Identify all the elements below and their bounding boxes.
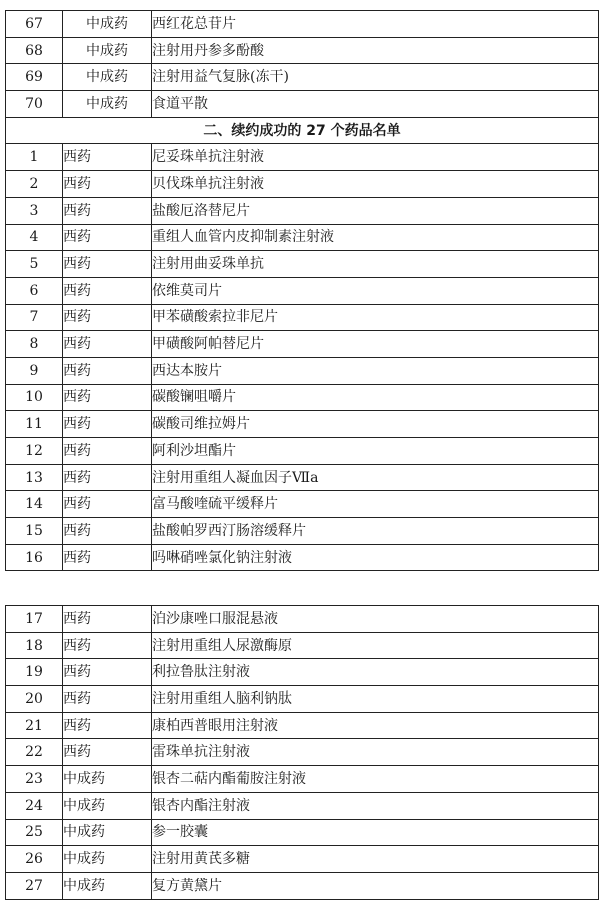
drug-name: 西达本胺片	[152, 357, 599, 384]
drug-name: 利拉鲁肽注射液	[152, 659, 599, 686]
table-row	[6, 438, 599, 465]
drug-category: 中成药	[63, 91, 152, 118]
drug-name: 吗啉硝唑氯化钠注射液	[152, 544, 599, 571]
section-header: 二、续约成功的 27 个药品名单	[6, 117, 599, 144]
row-number: 9	[6, 357, 63, 384]
drug-table-part-1-body	[6, 11, 599, 571]
row-number: 15	[6, 518, 63, 545]
table-row	[6, 819, 599, 846]
drug-name: 注射用重组人凝血因子Ⅶa	[152, 464, 599, 491]
row-number: 4	[6, 224, 63, 251]
drug-category: 西药	[63, 739, 152, 766]
drug-category: 西药	[63, 171, 152, 198]
table-row	[6, 712, 599, 739]
row-number: 26	[6, 846, 63, 873]
drug-category: 西药	[63, 518, 152, 545]
row-number: 12	[6, 438, 63, 465]
drug-category: 西药	[63, 712, 152, 739]
table-row	[6, 304, 599, 331]
drug-name: 阿利沙坦酯片	[152, 438, 599, 465]
row-number: 67	[6, 11, 63, 38]
table-row	[6, 872, 599, 899]
drug-name: 盐酸厄洛替尼片	[152, 197, 599, 224]
drug-category: 中成药	[63, 37, 152, 64]
drug-category: 中成药	[63, 11, 152, 38]
row-number: 22	[6, 739, 63, 766]
drug-name: 泊沙康唑口服混悬液	[152, 606, 599, 633]
drug-name: 重组人血管内皮抑制素注射液	[152, 224, 599, 251]
row-number: 1	[6, 144, 63, 171]
drug-category: 西药	[63, 331, 152, 358]
table-row	[6, 37, 599, 64]
row-number: 25	[6, 819, 63, 846]
drug-name: 银杏二萜内酯葡胺注射液	[152, 766, 599, 793]
row-number: 10	[6, 384, 63, 411]
drug-table-part-2	[5, 605, 599, 900]
drug-category: 西药	[63, 606, 152, 633]
drug-category: 西药	[63, 224, 152, 251]
drug-name: 注射用曲妥珠单抗	[152, 251, 599, 278]
row-number: 5	[6, 251, 63, 278]
drug-name: 依维莫司片	[152, 277, 599, 304]
drug-category: 中成药	[63, 64, 152, 91]
table-row	[6, 64, 599, 91]
drug-category: 西药	[63, 251, 152, 278]
drug-category: 中成药	[63, 819, 152, 846]
row-number: 20	[6, 686, 63, 713]
drug-category: 中成药	[63, 766, 152, 793]
row-number: 6	[6, 277, 63, 304]
table-row	[6, 739, 599, 766]
table-row	[6, 171, 599, 198]
drug-name: 复方黄黛片	[152, 872, 599, 899]
drug-category: 西药	[63, 491, 152, 518]
table-row	[6, 357, 599, 384]
table-row	[6, 544, 599, 571]
drug-table-part-1	[5, 10, 599, 571]
drug-name: 注射用丹参多酚酸	[152, 37, 599, 64]
drug-name: 贝伐珠单抗注射液	[152, 171, 599, 198]
drug-category: 西药	[63, 304, 152, 331]
drug-table-part-2-body	[6, 606, 599, 900]
drug-category: 西药	[63, 686, 152, 713]
section-header-row	[6, 117, 599, 144]
drug-name: 食道平散	[152, 91, 599, 118]
row-number: 23	[6, 766, 63, 793]
table-row	[6, 766, 599, 793]
drug-name: 富马酸喹硫平缓释片	[152, 491, 599, 518]
drug-category: 西药	[63, 632, 152, 659]
row-number: 11	[6, 411, 63, 438]
drug-name: 参一胶囊	[152, 819, 599, 846]
row-number: 2	[6, 171, 63, 198]
table-row	[6, 277, 599, 304]
drug-category: 西药	[63, 464, 152, 491]
drug-name: 银杏内酯注射液	[152, 792, 599, 819]
drug-name: 注射用重组人脑利钠肽	[152, 686, 599, 713]
row-number: 69	[6, 64, 63, 91]
table-row	[6, 384, 599, 411]
table-row	[6, 197, 599, 224]
row-number: 68	[6, 37, 63, 64]
row-number: 70	[6, 91, 63, 118]
row-number: 27	[6, 872, 63, 899]
table-row	[6, 686, 599, 713]
table-row	[6, 632, 599, 659]
row-number: 21	[6, 712, 63, 739]
row-number: 14	[6, 491, 63, 518]
drug-category: 中成药	[63, 792, 152, 819]
drug-category: 西药	[63, 384, 152, 411]
drug-category: 西药	[63, 411, 152, 438]
drug-name: 盐酸帕罗西汀肠溶缓释片	[152, 518, 599, 545]
drug-category: 西药	[63, 144, 152, 171]
drug-name: 注射用益气复脉(冻干)	[152, 64, 599, 91]
row-number: 19	[6, 659, 63, 686]
table-row	[6, 792, 599, 819]
table-row	[6, 491, 599, 518]
table-row	[6, 518, 599, 545]
drug-category: 西药	[63, 544, 152, 571]
row-number: 24	[6, 792, 63, 819]
drug-category: 西药	[63, 277, 152, 304]
drug-category: 西药	[63, 197, 152, 224]
drug-category: 中成药	[63, 872, 152, 899]
table-row	[6, 659, 599, 686]
drug-name: 甲磺酸阿帕替尼片	[152, 331, 599, 358]
table-row	[6, 11, 599, 38]
drug-name: 雷珠单抗注射液	[152, 739, 599, 766]
row-number: 8	[6, 331, 63, 358]
drug-category: 西药	[63, 357, 152, 384]
row-number: 13	[6, 464, 63, 491]
drug-name: 甲苯磺酸索拉非尼片	[152, 304, 599, 331]
table-row	[6, 224, 599, 251]
table-row	[6, 331, 599, 358]
table-row	[6, 846, 599, 873]
drug-name: 尼妥珠单抗注射液	[152, 144, 599, 171]
drug-name: 注射用黄芪多糖	[152, 846, 599, 873]
table-row	[6, 606, 599, 633]
drug-name: 碳酸镧咀嚼片	[152, 384, 599, 411]
drug-name: 碳酸司维拉姆片	[152, 411, 599, 438]
row-number: 3	[6, 197, 63, 224]
drug-name: 康柏西普眼用注射液	[152, 712, 599, 739]
row-number: 16	[6, 544, 63, 571]
table-row	[6, 464, 599, 491]
drug-category: 西药	[63, 438, 152, 465]
table-row	[6, 411, 599, 438]
drug-name: 注射用重组人尿激酶原	[152, 632, 599, 659]
row-number: 7	[6, 304, 63, 331]
drug-category: 西药	[63, 659, 152, 686]
table-row	[6, 144, 599, 171]
row-number: 18	[6, 632, 63, 659]
drug-name: 西红花总苷片	[152, 11, 599, 38]
table-row	[6, 91, 599, 118]
table-row	[6, 251, 599, 278]
drug-category: 中成药	[63, 846, 152, 873]
row-number: 17	[6, 606, 63, 633]
